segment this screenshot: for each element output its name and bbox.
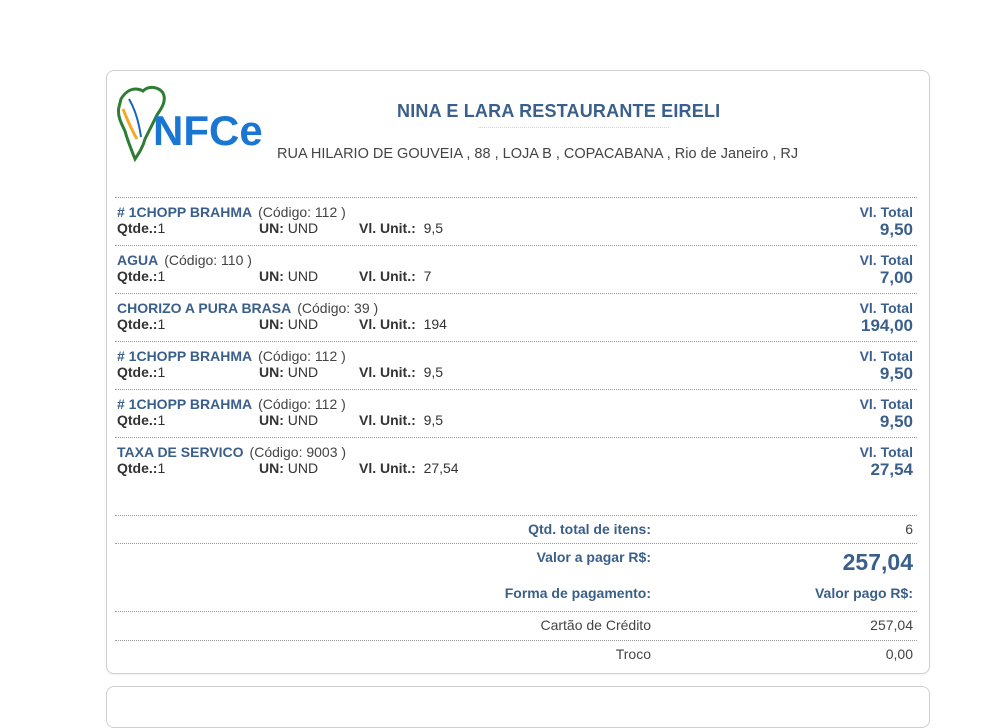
vl-unit-label: Vl. Unit.:: [359, 316, 416, 332]
svg-text:NFCe: NFCe: [153, 107, 263, 154]
item-unit-price: 194: [423, 316, 447, 332]
item-un: UND: [287, 268, 319, 284]
item-name: CHORIZO A PURA BRASA: [117, 300, 292, 316]
vl-unit-label: Vl. Unit.:: [359, 268, 416, 284]
item-qty: 1: [157, 364, 166, 380]
payment-value: 257,04: [870, 617, 913, 633]
divider: [479, 127, 669, 136]
item-qty: 1: [157, 268, 166, 284]
un-label: UN:: [259, 316, 284, 332]
item-name: AGUA: [117, 252, 159, 268]
qtde-label: Qtde.:: [117, 364, 158, 380]
qtde-label: Qtde.:: [117, 316, 158, 332]
item-qty: 1: [157, 220, 166, 236]
divider: [115, 611, 917, 612]
vl-total-label: Vl. Total: [859, 348, 913, 364]
item-qty: 1: [157, 460, 166, 476]
item-total: 9,50: [879, 412, 913, 431]
valor-a-pagar-label: Valor a pagar R$:: [536, 549, 651, 565]
forma-pagamento-label: Forma de pagamento:: [504, 585, 651, 601]
vl-total-label: Vl. Total: [859, 204, 913, 220]
item-qty: 1: [157, 412, 166, 428]
item-un: UND: [287, 364, 319, 380]
divider: [115, 543, 917, 544]
troco-label: Troco: [615, 646, 651, 662]
divider: [115, 515, 917, 516]
list-item: [115, 389, 917, 437]
un-label: UN:: [259, 268, 284, 284]
troco-value: 0,00: [885, 646, 913, 662]
item-unit-price: 7: [423, 268, 432, 284]
list-item: [115, 245, 917, 293]
item-code: (Código: 39 ): [297, 300, 379, 316]
vl-unit-label: Vl. Unit.:: [359, 412, 416, 428]
vl-total-label: Vl. Total: [859, 300, 913, 316]
valor-a-pagar-value: 257,04: [842, 549, 913, 575]
list-item: [115, 197, 917, 245]
un-label: UN:: [259, 220, 284, 236]
item-code: (Código: 9003 ): [249, 444, 347, 460]
store-name: NINA E LARA RESTAURANTE EIRELI: [397, 101, 721, 121]
list-item: [115, 437, 917, 485]
qtd-total-label: Qtd. total de itens:: [528, 521, 651, 537]
receipt-card: [106, 70, 930, 674]
next-card: [106, 686, 930, 728]
item-code: (Código: 112 ): [258, 348, 346, 364]
item-name: # 1CHOPP BRAHMA: [117, 396, 253, 412]
qtde-label: Qtde.:: [117, 412, 158, 428]
payment-method: Cartão de Crédito: [540, 617, 651, 633]
item-un: UND: [287, 220, 319, 236]
vl-total-label: Vl. Total: [859, 252, 913, 268]
item-unit-price: 27,54: [423, 460, 459, 476]
vl-unit-label: Vl. Unit.:: [359, 364, 416, 380]
item-total: 7,00: [879, 268, 913, 287]
item-name: TAXA DE SERVICO: [117, 444, 244, 460]
item-total: 9,50: [879, 364, 913, 383]
item-code: (Código: 110 ): [164, 252, 252, 268]
qtde-label: Qtde.:: [117, 268, 158, 284]
item-code: (Código: 112 ): [258, 204, 346, 220]
item-name: # 1CHOPP BRAHMA: [117, 204, 253, 220]
item-total: 27,54: [870, 460, 913, 479]
item-name: # 1CHOPP BRAHMA: [117, 348, 253, 364]
item-unit-price: 9,5: [423, 220, 444, 236]
valor-pago-label: Valor pago R$:: [814, 585, 913, 601]
nfce-logo: [113, 79, 263, 165]
store-address: RUA HILARIO DE GOUVEIA , 88 , LOJA B , COPACABANA , Rio de Janeiro , RJ: [277, 146, 799, 162]
un-label: UN:: [259, 412, 284, 428]
vl-total-label: Vl. Total: [859, 444, 913, 460]
divider: [115, 640, 917, 641]
item-unit-price: 9,5: [423, 364, 444, 380]
item-unit-price: 9,5: [423, 412, 444, 428]
item-un: UND: [287, 316, 319, 332]
vl-unit-label: Vl. Unit.:: [359, 460, 416, 476]
item-un: UND: [287, 412, 319, 428]
list-item: [115, 293, 917, 341]
item-total: 194,00: [861, 316, 913, 335]
items-list: [115, 197, 917, 485]
qtd-total-value: 6: [905, 521, 913, 537]
item-un: UND: [287, 460, 319, 476]
qtde-label: Qtde.:: [117, 220, 158, 236]
item-code: (Código: 112 ): [258, 396, 346, 412]
un-label: UN:: [259, 460, 284, 476]
item-total: 9,50: [879, 220, 913, 239]
vl-total-label: Vl. Total: [859, 396, 913, 412]
vl-unit-label: Vl. Unit.:: [359, 220, 416, 236]
list-item: [115, 341, 917, 389]
qtde-label: Qtde.:: [117, 460, 158, 476]
item-qty: 1: [157, 316, 166, 332]
un-label: UN:: [259, 364, 284, 380]
